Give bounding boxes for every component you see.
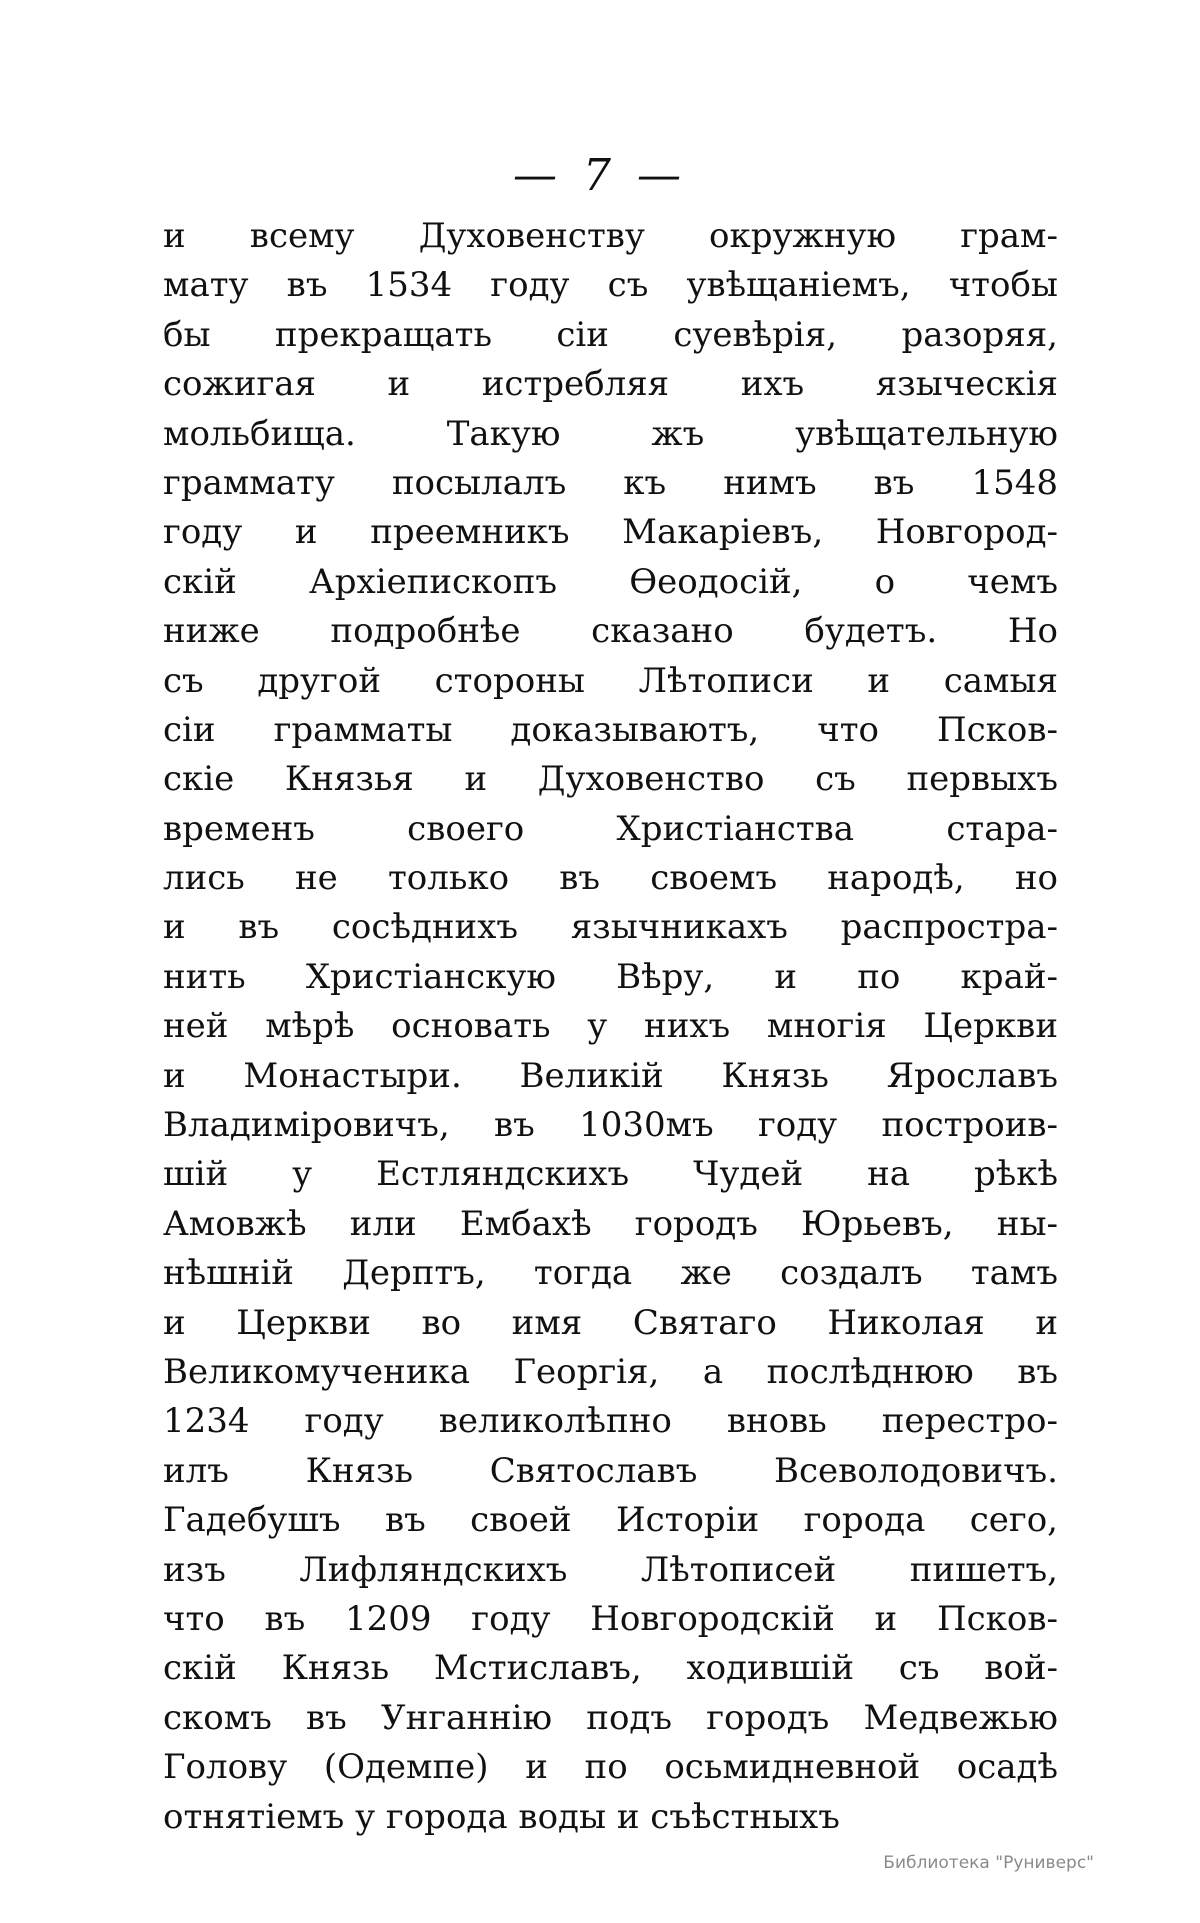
text-line: сіи граммaты доказываютъ, что Псков- (163, 709, 1058, 750)
text-line: бы прекращать сіи суевѣрія, разоряя, (163, 314, 1058, 355)
text-line: нить Христіанскую Вѣру, и по край- (163, 956, 1058, 997)
text-line: шій у Естляндскихъ Чудей на рѣкѣ (163, 1154, 1058, 1195)
text-line: граммату посылалъ къ нимъ въ 1548 (163, 462, 1058, 503)
page-body-text (163, 212, 1058, 1842)
text-line: и Церкви во имя Святаго Николая и (163, 1302, 1058, 1343)
text-line: лись не только въ своемъ народѣ, но (163, 858, 1058, 899)
text-line: мату въ 1534 году съ увѣщаніемъ, чтобы (163, 265, 1058, 306)
text-line: 1234 году великолѣпно вновь перестро- (163, 1401, 1058, 1442)
library-watermark: Библиотека "Руниверс" (883, 1853, 1094, 1873)
text-line: сожигая и истребляя ихъ языческія (163, 364, 1058, 405)
text-line: скій Князь Мстиславъ, ходившій съ вой- (163, 1648, 1058, 1689)
text-line: Гадебушъ въ своей Исторіи города сего, (163, 1500, 1058, 1541)
text-line: Амовжѣ или Ембахѣ городъ Юрьевъ, ны- (163, 1203, 1058, 1244)
text-line: и въ сосѣднихъ язычникахъ распростра- (163, 907, 1058, 948)
text-line: году и преемникъ Макаріевъ, Новгород- (163, 512, 1058, 553)
text-line: ней мѣрѣ основать у нихъ многія Церкви (163, 1006, 1058, 1047)
text-line: Владиміровичъ, въ 1030мъ году построив- (163, 1105, 1058, 1146)
text-line: мольбища. Такую жъ увѣщательную (163, 413, 1058, 454)
text-line: Великомученика Георгія, а послѣднюю въ (163, 1351, 1058, 1392)
text-line: что въ 1209 году Новгородскій и Псков- (163, 1598, 1058, 1639)
text-line: отнятіемъ у города воды и съѣстныхъ (163, 1796, 840, 1837)
text-line: скіе Князья и Духовенство съ первыхъ (163, 759, 1058, 800)
text-line: и всему Духовенству окружную грам- (163, 216, 1058, 256)
text-line: изъ Лифляндскихъ Лѣтописей пишетъ, (163, 1549, 1058, 1590)
text-line: ниже подробнѣе сказано будетъ. Но (163, 611, 1058, 652)
text-line: Голову (Одемпе) и по осьмидневной осадѣ (163, 1747, 1058, 1788)
text-line: и Монастыри. Великій Князь Ярославъ (163, 1055, 1058, 1096)
text-line: скомъ въ Унганнію подъ городъ Медвежью (163, 1697, 1058, 1738)
text-line: илъ Князь Святославъ Всеволодовичъ. (163, 1450, 1058, 1491)
text-line: скій Архіепископъ Ѳеодосій, о чемъ (163, 561, 1058, 602)
text-line: нѣшній Дерптъ, тогда же создалъ тамъ (163, 1253, 1058, 1294)
text-line: съ другой стороны Лѣтописи и самыя (163, 660, 1058, 701)
page-number: — 7 — (513, 150, 687, 201)
text-line: временъ своего Христіанства стара- (163, 808, 1058, 849)
